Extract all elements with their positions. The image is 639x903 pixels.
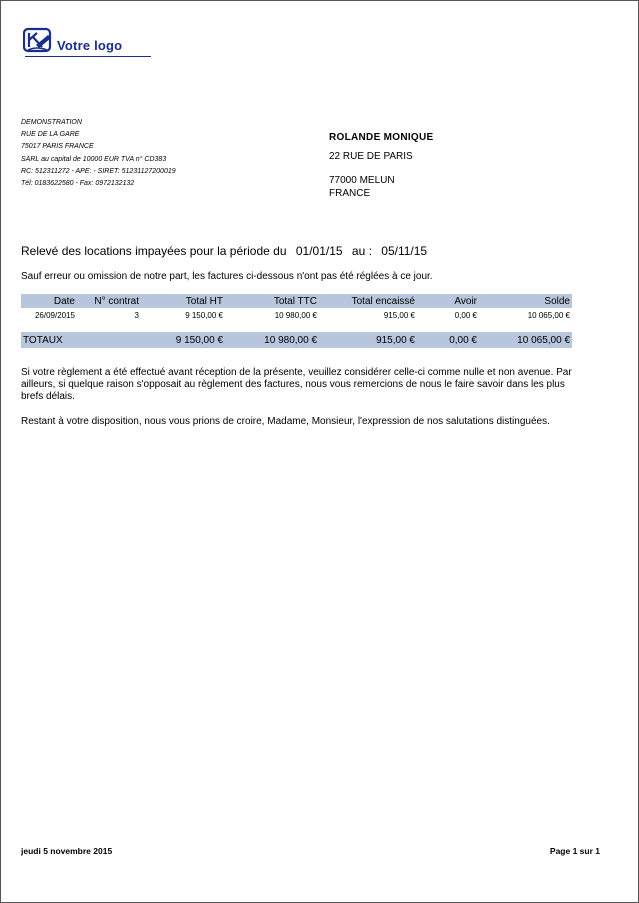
totals-row [21,332,572,348]
col-header-total-ht: Total HT [141,294,225,308]
cell-solde: 10 065,00 € [527,310,570,320]
totals-total-ht: 9 150,00 € [141,332,225,348]
logo-text: Votre logo [57,38,123,53]
col-header-solde: Solde [479,294,572,308]
totals-avoir: 0,00 € [417,332,479,348]
col-header-avoir: Avoir [417,294,479,308]
sender-address [21,117,176,190]
totals-label: TOTAUX [21,332,141,348]
col-header-encaisse: Total encaissé [319,294,417,308]
logo-emblem-icon [23,27,55,55]
sender-line: SARL au capital de 10000 EUR TVA n° CD383 [21,155,167,163]
period-to-label: au : [351,244,372,258]
period-to: 05/11/15 [381,244,428,258]
recipient-street: 22 RUE DE PARIS [329,150,413,162]
period-from: 01/01/15 [295,244,343,258]
period-heading [21,244,427,258]
notice-text: Sauf erreur ou omission de notre part, les factures ci-dessous n'ont pas été réglées à ce jour. [21,271,433,282]
invoice-table [21,294,572,348]
cell-contract: 3 [134,310,139,320]
sender-line: RC: 512311272 - APE: - SIRET: 51231127200019 [21,167,176,175]
sender-line: Tél: 0183622580 - Fax: 0972132132 [21,180,135,188]
paragraph-closing: Restant à votre disposition, nous vous prions de croire, Madame, Monsieur, l'expression de nos salutations distinguées. [21,416,550,427]
recipient-city: 77000 MELUN [329,175,395,186]
sender-line: DEMONSTRATION [21,119,82,126]
cell-avoir: 0,00 € [454,310,477,320]
recipient-address [329,132,434,200]
cell-encaisse: 915,00 € [383,310,415,320]
sender-line: 75017 PARIS FRANCE [21,143,94,151]
cell-total-ttc: 10 980,00 € [274,310,317,320]
footer-page-number: Page 1 sur 1 [549,846,600,856]
col-header-total-ttc: Total TTC [225,294,319,308]
recipient-country: FRANCE [329,187,371,199]
totals-solde: 10 065,00 € [479,332,572,348]
table-row [21,308,572,322]
sender-line: RUE DE LA GARE [21,131,80,139]
totals-encaisse: 915,00 € [319,332,417,348]
totals-total-ttc: 10 980,00 € [225,332,319,348]
period-label: Relevé des locations impayées pour la période du [21,244,287,258]
col-header-date: Date [21,294,77,308]
company-logo [23,27,153,59]
table-header-row [21,294,572,308]
cell-total-ht: 9 150,00 € [185,310,223,320]
col-header-contract: N° contrat [77,294,141,308]
paragraph-payment-note: Si votre règlement a été effectué avant réception de la présente, veuillez considérer celle-ci comme nulle et non avenue. Par ailleurs, si quelque raison s'opposait au règlement des factures, nous vous remercions de nous le faire savoir dans les plus brefs délais. [21,367,572,402]
logo-underline [25,56,151,57]
recipient-name: ROLANDE MONIQUE [329,132,434,143]
footer-date: jeudi 5 novembre 2015 [21,846,113,856]
cell-date: 26/09/2015 [34,310,75,320]
